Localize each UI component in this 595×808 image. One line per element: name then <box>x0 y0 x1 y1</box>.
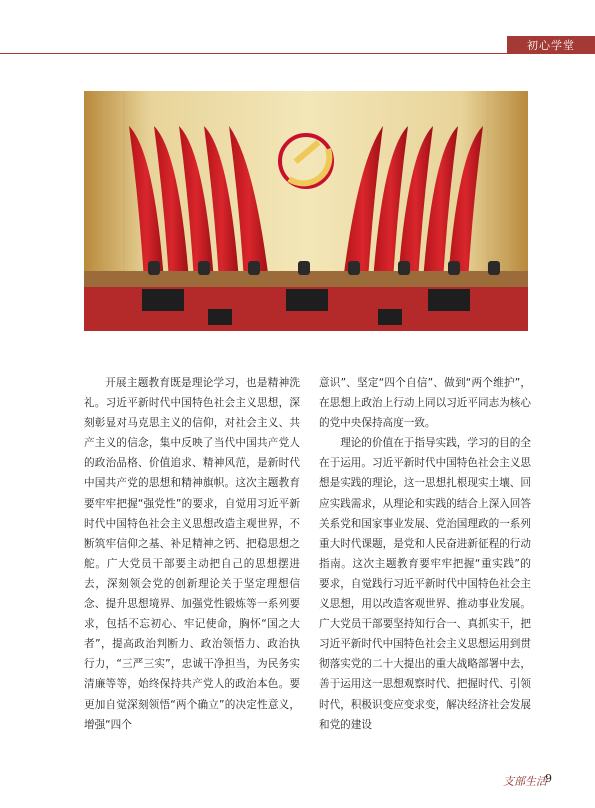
paragraph: 理论的价值在于指导实践，学习的目的全在于运用。习近平新时代中国特色社会主义思想是实践的理论，这一思想扎根现实土壤、回应实践需求，从理论和实践的结合上深入回答关系党和国家事业发展、党治国理政的一系列重大时代课题，是党和人民奋进新征程的行动指南。这次主题教育要牢牢把握“重实践”的要求，自觉践行习近平新时代中国特色社会主义思想，用以改造客观世界、推动事业发展。广大党员干部要坚持知行合一、真抓实干，把习近平新时代中国特色社会主义思想运用到贯彻落实党的二十大提出的重大战略部署中去，善于运用这一思想观察时代、把握时代、引领时代，积极识变应变求变，解决经济社会发展和党的建设 <box>319 437 531 731</box>
header-rule <box>0 53 595 54</box>
magazine-logo: 支部生活 <box>503 775 547 788</box>
paragraph: 开展主题教育既是理论学习，也是精神洗礼。习近平新时代中国特色社会主义思想，深刻彰显对马克思主义的信仰，对社会主义、共产主义的信念，集中反映了当代中国共产党人的政治品格、价值追求、精神风范，是新时代中国共产党的思想和精神旗帜。这次主题教育要牢牢把握“强党性”的要求，自觉用习近平新时代中国特色社会主义思想改造主观世界，不断筑牢信仰之基、补足精神之钙、把稳思想之舵。广大党员干部要主动把自己的思想摆进去，深刻领会党的创新理论关于坚定理想信念、提升思想境界、加强党性锻炼等一系列要求，包括不忘初心、牢记使命，胸怀“国之大者”，提高政治判断力、政治领悟力、政治执行力，“三严三实”，忠诚干净担当，为民务实清廉等等，始终保持共产党人的政治本色。要更加自觉深刻领悟“两个确立”的决定性意义，增强“四个 <box>84 377 300 731</box>
conference-photo <box>84 91 528 331</box>
article-column-right <box>319 373 531 735</box>
paragraph-continuation: 意识”、坚定“四个自信”、做到“两个维护”，在思想上政治上行动上同以习近平同志为核心的党中央保持高度一致。 <box>319 377 531 430</box>
page-number: 9 <box>545 772 552 785</box>
section-tag <box>507 36 595 54</box>
section-tag-label: 初心学堂 <box>527 39 575 52</box>
article-column-left <box>84 373 300 735</box>
